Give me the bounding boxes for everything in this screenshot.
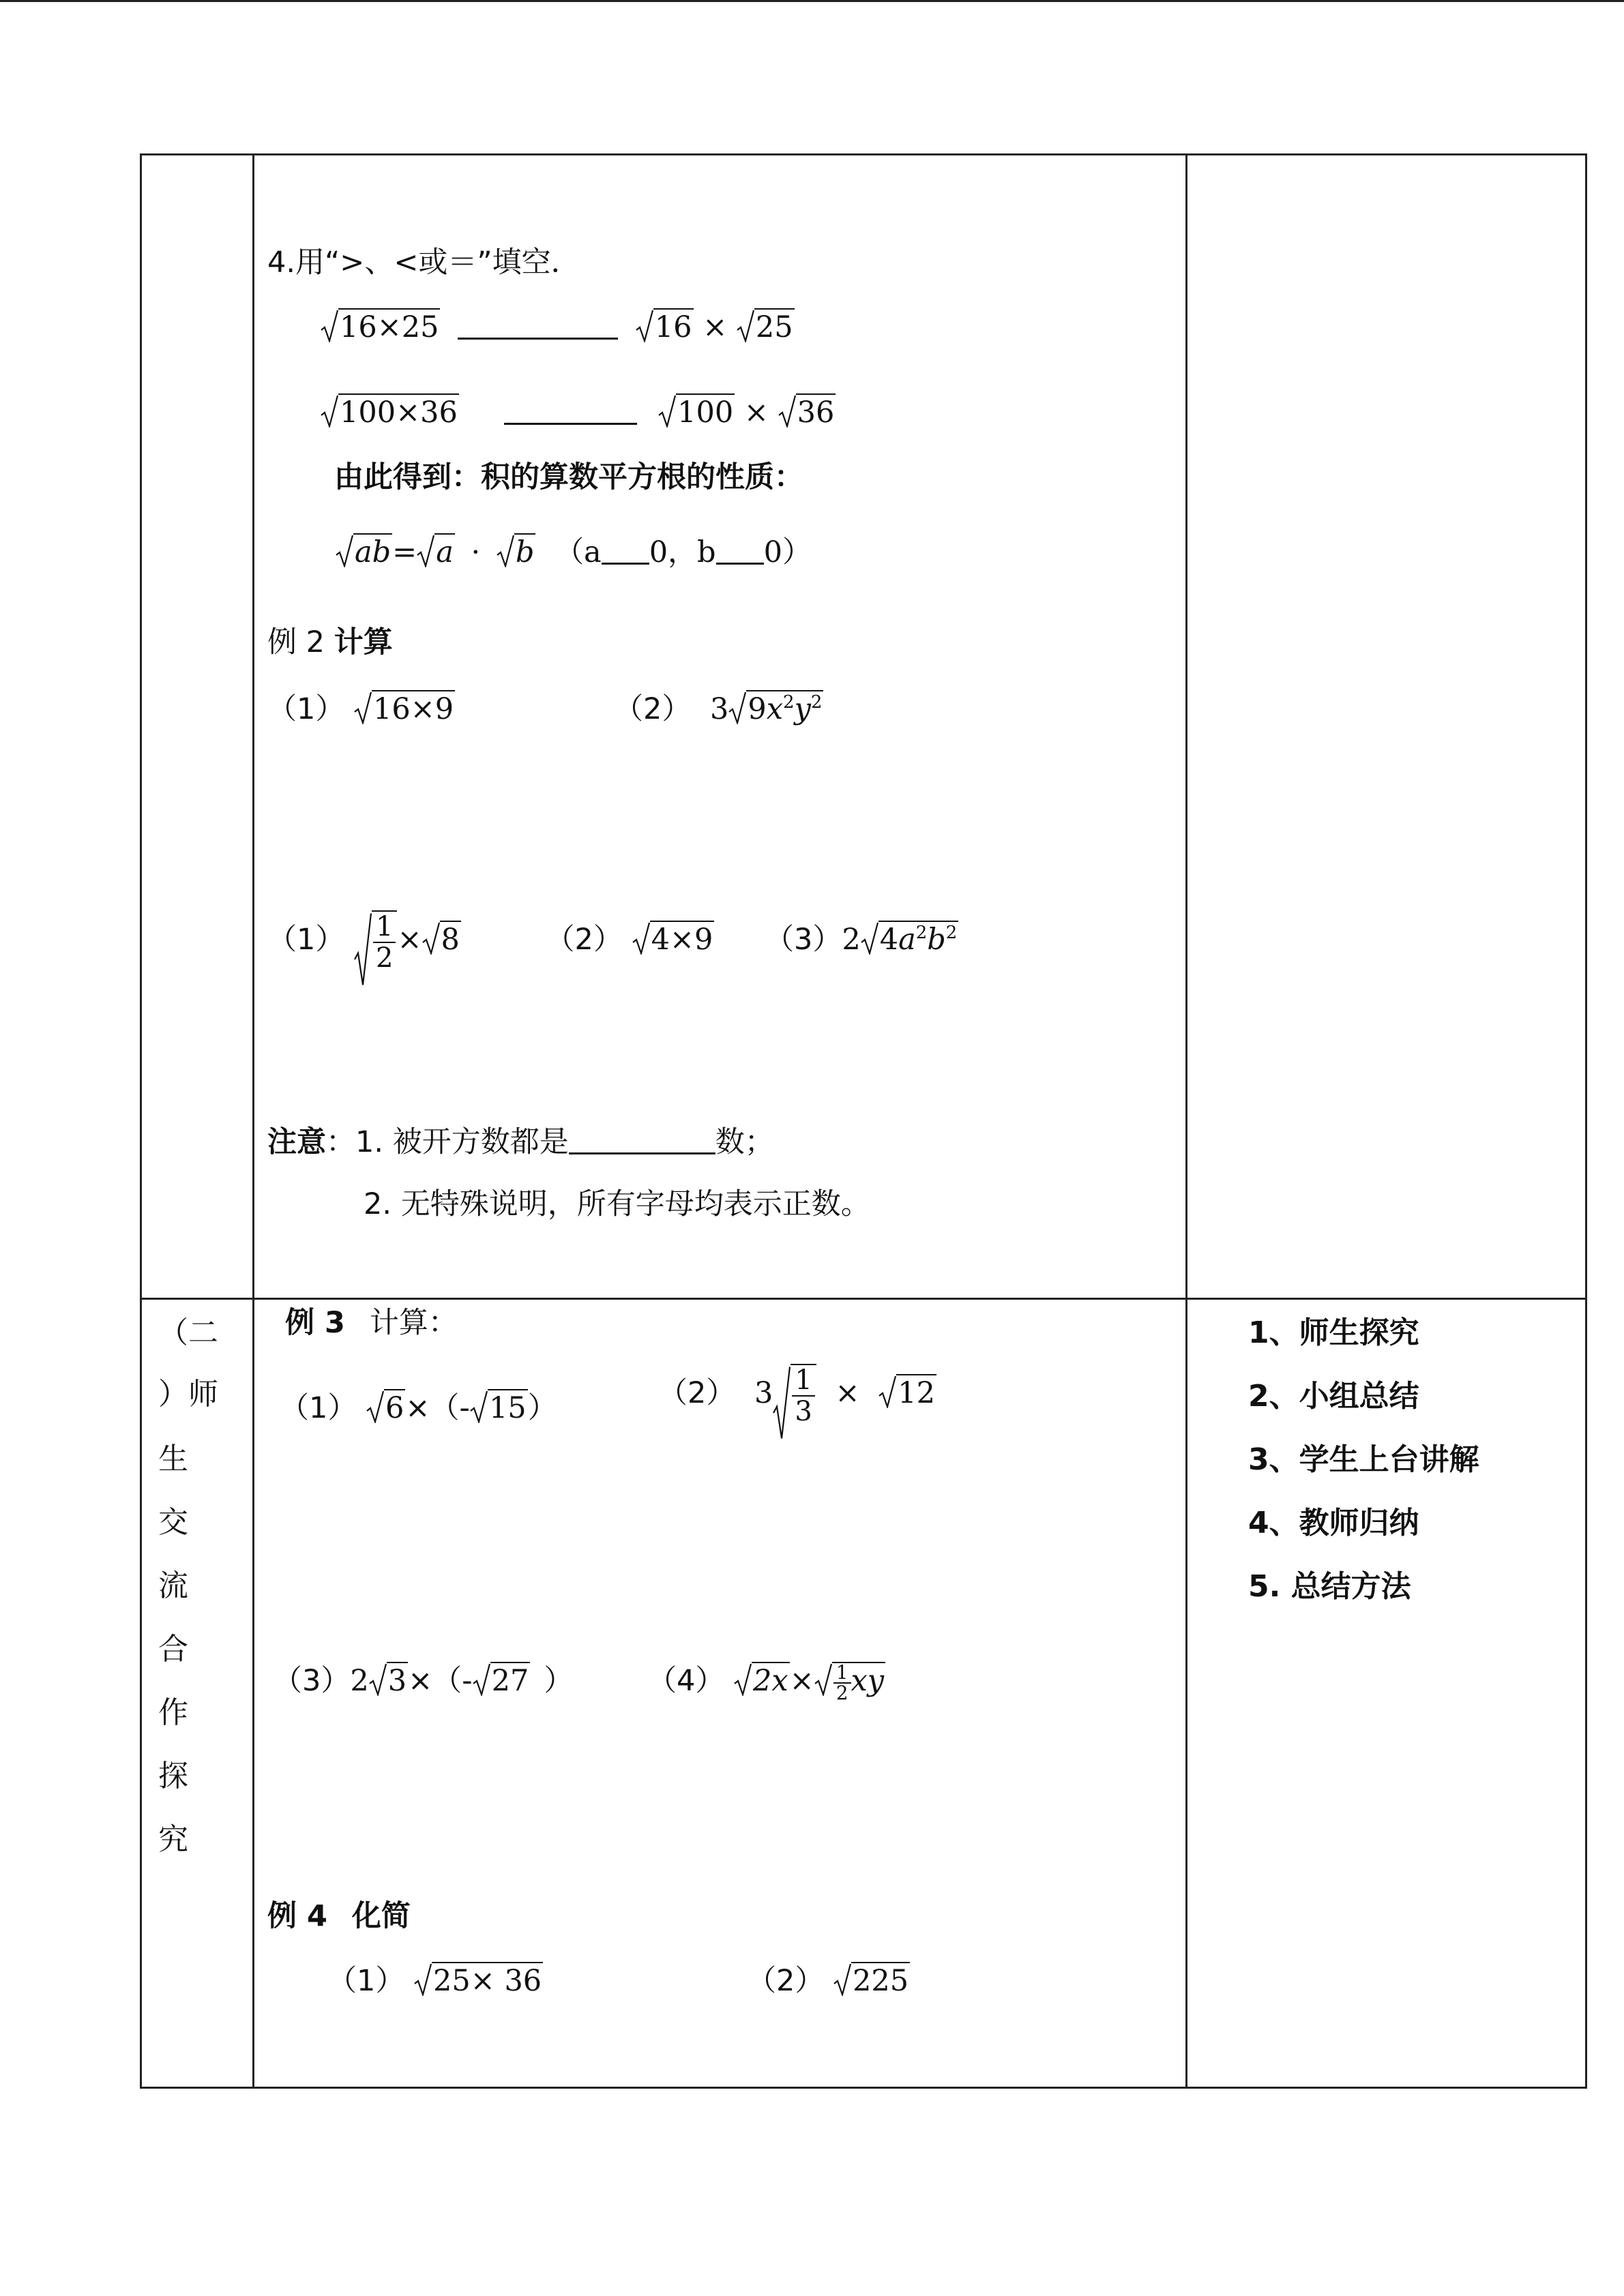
radical-icon <box>354 912 372 988</box>
radical-icon <box>321 395 338 428</box>
answer-blank-1[interactable] <box>458 310 618 340</box>
radical-icon <box>632 922 650 955</box>
q4-formula: ab= a · b （a 0，b 0） <box>336 532 812 573</box>
example4-title: 例 4 化简 <box>267 1899 411 1933</box>
exercise-row: （1） $\frac{1}{2}$ × 8 （2） 4×9 （3）2 $4a^2b^2$ <box>267 910 958 973</box>
example2-title: 例 2 计算 <box>267 625 393 659</box>
table-top-border <box>140 153 1587 155</box>
radical-icon <box>321 310 338 342</box>
example3-row1: （1） 6×（- 15） <box>280 1388 557 1429</box>
activity-item: 2、小组总结 <box>1248 1379 1419 1414</box>
column-divider-1 <box>252 153 254 2089</box>
radical-icon <box>422 922 440 955</box>
answer-blank-2[interactable] <box>504 396 637 425</box>
example4-part2: （2） 225 <box>747 1960 910 2001</box>
table-bottom-border <box>140 2087 1587 2089</box>
note-line1: 注意：1. 被开方数都是 数； <box>267 1125 774 1159</box>
example3-title: 例 3 计算： <box>285 1306 458 1340</box>
radical-icon <box>369 1663 387 1696</box>
column-divider-2 <box>1185 153 1187 2089</box>
page-top-border <box>0 0 1624 2</box>
row-divider <box>140 1298 1587 1300</box>
radical-icon <box>417 535 434 567</box>
q4-row1: 16×25 16 × 25 <box>321 307 795 348</box>
example3-part2: （2） 3 $\frac{1}{3}$ × 12 <box>658 1364 936 1427</box>
example3-row2: （3）2 3×（- 27 ） （4） 2x× $\frac{1}{2}$ xy <box>273 1661 885 1704</box>
table-left-border <box>140 153 142 2089</box>
radical-icon <box>734 1663 752 1696</box>
condition-blank-b[interactable] <box>716 535 764 565</box>
radical-icon <box>473 1663 490 1696</box>
radical-icon <box>658 395 676 428</box>
q4-row2: 100×36 100 × 36 <box>321 392 836 433</box>
table-right-border <box>1585 153 1587 2089</box>
q4-conclusion: 由此得到：积的算数平方根的性质： <box>334 460 803 494</box>
activity-item: 5. 总结方法 <box>1248 1569 1411 1604</box>
radical-icon <box>497 535 514 567</box>
radical-icon <box>814 1663 832 1696</box>
note-line2: 2. 无特殊说明，所有字母均表示正数。 <box>364 1187 870 1221</box>
example4-part1: （1） 25× 36 <box>327 1960 543 2001</box>
radical-icon <box>336 535 353 567</box>
activity-item: 4、教师归纳 <box>1248 1506 1419 1540</box>
activity-item: 3、学生上台讲解 <box>1248 1442 1479 1477</box>
example2-part2: （2） 3 $9x^2y^2$ <box>614 689 823 730</box>
radical-icon <box>773 1365 791 1442</box>
example2-row1: （1） 16×9 <box>267 689 455 730</box>
note-blank[interactable] <box>569 1125 715 1154</box>
sqrt-16x25: 16×25 <box>321 307 440 348</box>
radical-icon <box>737 310 754 342</box>
radical-icon <box>879 1375 896 1408</box>
radical-icon <box>354 691 372 724</box>
radical-icon <box>861 922 879 955</box>
radical-icon <box>470 1390 488 1423</box>
radical-icon <box>833 1963 851 1996</box>
q4-prompt: 4.用“>、<或＝”填空． <box>267 245 580 280</box>
radical-icon <box>414 1963 432 1996</box>
condition-blank-a[interactable] <box>602 535 649 565</box>
sqrt-100x36: 100×36 <box>321 392 459 433</box>
activity-item: 1、师生探究 <box>1248 1315 1419 1350</box>
radical-icon <box>366 1390 384 1423</box>
radical-icon <box>636 310 653 342</box>
radical-icon <box>778 395 796 428</box>
radical-icon <box>728 691 746 724</box>
